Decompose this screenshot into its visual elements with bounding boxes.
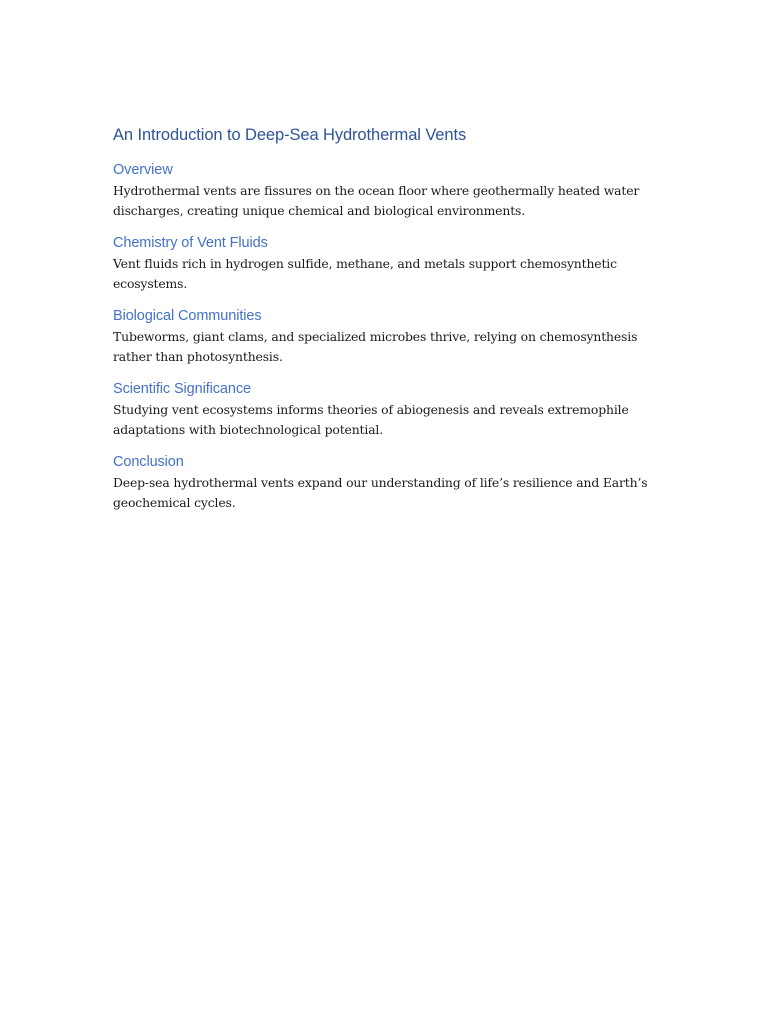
section-heading: Conclusion: [113, 454, 184, 470]
section-overview: [113, 160, 673, 220]
section-scientific-significance: [113, 379, 673, 439]
section-body: Studying vent ecosystems informs theories of abiogenesis and reveals extremophile adaptations with biotechnological potential.: [113, 402, 629, 437]
section-biological-communities: [113, 306, 673, 366]
section-heading: Scientific Significance: [113, 381, 251, 397]
section-body: Tubeworms, giant clams, and specialized microbes thrive, relying on chemosynthesis rather than photosynthesis.: [113, 329, 638, 364]
section-heading: Biological Communities: [113, 308, 262, 324]
document-title: An Introduction to Deep-Sea Hydrothermal Vents: [113, 126, 467, 144]
section-chemistry: [113, 233, 673, 293]
section-body: Deep-sea hydrothermal vents expand our understanding of life’s resilience and Earth’s geochemical cycles.: [113, 475, 648, 510]
section-heading: Chemistry of Vent Fluids: [113, 235, 268, 251]
section-body: Vent fluids rich in hydrogen sulfide, methane, and metals support chemosynthetic ecosystems.: [113, 256, 617, 291]
section-heading: Overview: [113, 162, 173, 178]
document-page: [113, 124, 673, 525]
section-conclusion: [113, 452, 673, 512]
section-body: Hydrothermal vents are fissures on the ocean floor where geothermally heated water discharges, creating unique chemical and biological environments.: [113, 183, 640, 218]
